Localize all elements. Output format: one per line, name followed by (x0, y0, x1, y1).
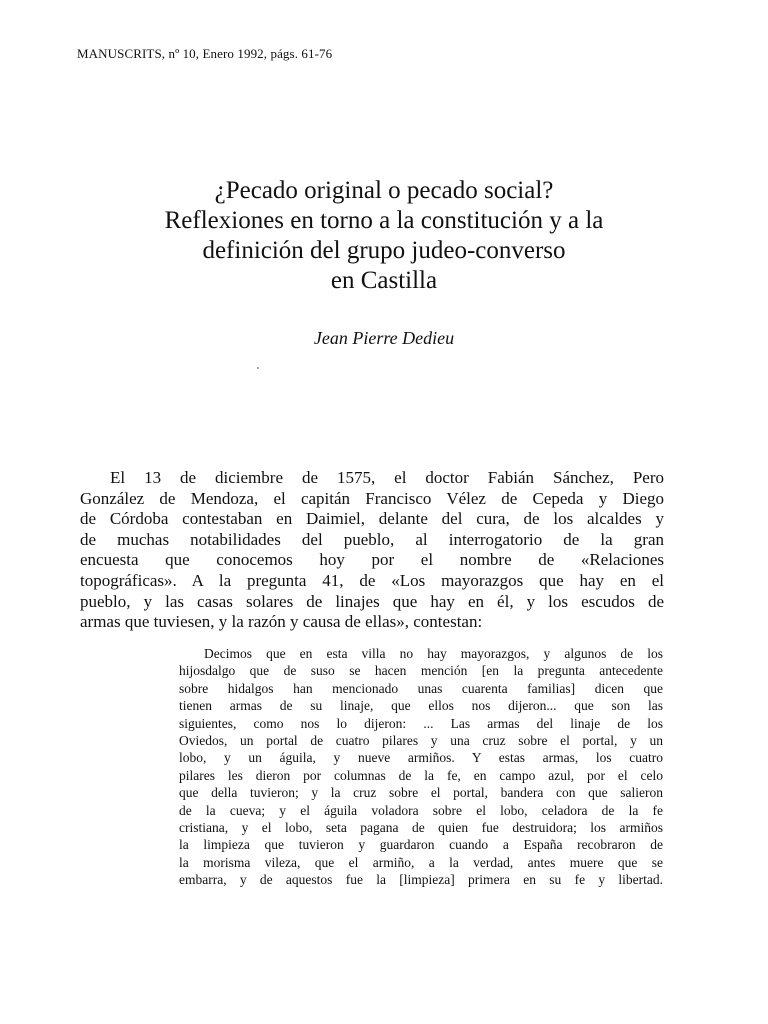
article-title (60, 176, 708, 296)
body-line: armas que tuviesen, y la razón y causa de ellas», contestan: (80, 612, 483, 632)
body-line: encuesta que conocemos hoy por el nombre de «Relaciones (80, 550, 664, 570)
quote-line: sobre hidalgos han mencionado unas cuarenta familias] dicen que (179, 680, 663, 696)
title-line: en Castilla (330, 267, 438, 294)
quote-line: tienen armas de su linaje, que ellos nos dijeron... que son las (179, 698, 663, 714)
stray-mark (257, 367, 259, 369)
quote-line: la morisma vileza, que el armiño, a la verdad, antes muere que se (179, 854, 663, 870)
block-quote (179, 645, 663, 889)
title-line: definición del grupo judeo-converso (202, 237, 566, 264)
quote-line: pilares les dieron por columnas de la fe, en campo azul, por el celo (179, 767, 663, 783)
quote-line: de la cueva; y el águila voladora sobre el lobo, celadora de la fe (179, 802, 663, 818)
body-line: de muchas notabilidades del pueblo, al interrogatorio de la gran (80, 529, 664, 549)
quote-line: cristiana, y el lobo, seta pagana de quien fue destruidora; los armiños (179, 820, 663, 836)
author-name: Jean Pierre Dedieu (313, 328, 455, 348)
body-line: pueblo, y las casas solares de linajes que hay en él, y los escudos de (80, 591, 664, 611)
quote-line: siguientes, como nos lo dijeron: ... Las armas del linaje de los (179, 715, 663, 731)
quote-line: hijosdalgo que de suso se hacen mención [en la pregunta antecedente (179, 663, 663, 679)
quote-line: Decimos que en esta villa no hay mayorazgos, y algunos de los (204, 646, 663, 661)
title-line: Reflexiones en torno a la constitución y a la (164, 207, 604, 234)
body-line: de Córdoba contestaban en Daimiel, delante del cura, de los alcaldes y (80, 509, 664, 529)
body-line: topográficas». A la pregunta 41, de «Los mayorazgos que hay en el (80, 570, 664, 590)
body-paragraph (80, 468, 664, 633)
quote-line: la limpieza que tuvieron y guardaron cuando a España recobraron de (179, 837, 663, 853)
running-head: MANUSCRITS, nº 10, Enero 1992, págs. 61-76 (77, 46, 333, 61)
body-line: El 13 de diciembre de 1575, el doctor Fabián Sánchez, Pero (110, 468, 664, 487)
quote-line: embarra, y de aquestos fue la [limpieza] primera en su fe y libertad. (179, 872, 663, 888)
body-line: González de Mendoza, el capitán Francisco Vélez de Cepeda y Diego (80, 488, 664, 508)
quote-line: que della tuvieron; y la cruz sobre el portal, bandera con que salieron (179, 785, 663, 801)
title-line: ¿Pecado original o pecado social? (214, 177, 554, 204)
quote-line: Oviedos, un portal de cuatro pilares y una cruz sobre el portal, y un (179, 733, 663, 749)
quote-line: lobo, y un águila, y nueve armiños. Y estas armas, los cuatro (179, 750, 663, 766)
